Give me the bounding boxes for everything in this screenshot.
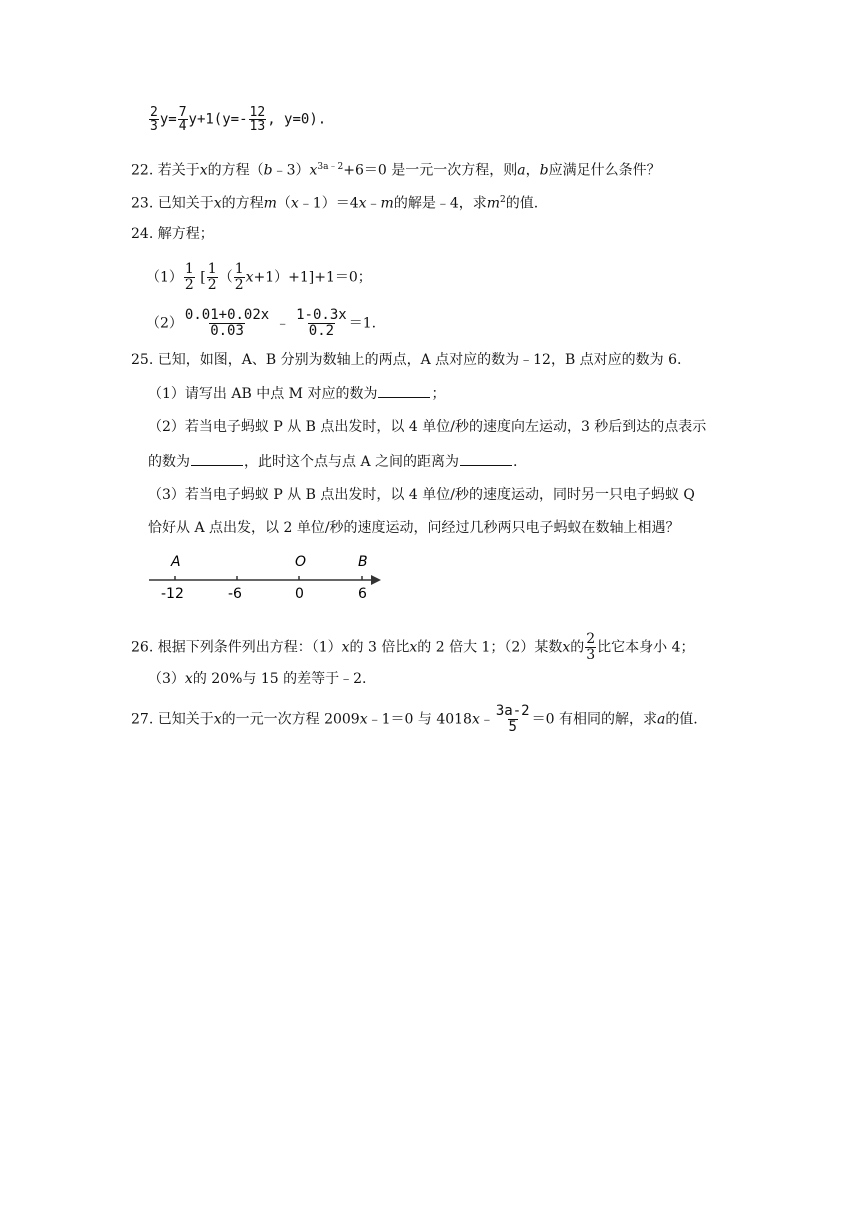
question-25-intro: 25. 已知，如图，A、B 分别为数轴上的两点，A 点对应的数为﹣12，B 点对应的数为 6. [131, 352, 682, 368]
answer-blank[interactable] [460, 451, 512, 466]
question-25-part-3a: （3）若当电子蚂蚁 P 从 B 点出发时，以 4 单位/秒的速度运动，同时另一只电子蚂蚁 Q [148, 487, 695, 503]
tick-label: 0 [295, 586, 304, 602]
answer-blank[interactable] [191, 451, 243, 466]
tick-label: 6 [358, 586, 367, 602]
question-number: 22. [131, 162, 154, 179]
question-25-part-2a: （2）若当电子蚂蚁 P 从 B 点出发时，以 4 单位/秒的速度向左运动，3 秒后到达的点表示 [148, 419, 707, 435]
question-25-part-2b: 的数为 ，此时这个点与点 A 之间的距离为 . [148, 451, 517, 472]
fraction: $\frac{12}{13}$ [249, 105, 266, 134]
fraction: $\frac{7}{4}$ [178, 105, 187, 134]
question-23: 23. 已知关于x的方程m（x﹣1）＝4x﹣m的解是﹣4，求$m^2$的值. [131, 195, 539, 212]
question-24-part-2: （2） $\frac{0.01+0.02x}{0.03}$ ﹣ $\frac{1-0.3x}{0.2}$ ＝1. [146, 307, 377, 339]
tick-label: -12 [161, 586, 184, 602]
point-label-b: B [358, 554, 368, 570]
q21-formula: $\frac{2}{3}$ y= $\frac{7}{4}$ y+1(y=- $\frac{12}{13}$ , y=0). [150, 105, 327, 134]
fraction: $\frac{1-0.3x}{0.2}$ [296, 307, 347, 339]
fraction: $\frac{1}{2}$ [207, 261, 217, 293]
fraction: $\frac{2}{3}$ [586, 631, 596, 663]
fraction: $\frac{1}{2}$ [234, 261, 244, 293]
question-number: 26. [131, 639, 154, 656]
question-24-part-1: （1） $\frac{1}{2}$ [ $\frac{1}{2}$ （ $\frac{1}{2}$ x+1）+1]+1＝0； [146, 261, 372, 293]
question-24-title: 24. 解方程； [131, 226, 214, 242]
fraction: $\frac{3a-2}{5}$ [495, 703, 530, 735]
point-label-o: O [295, 554, 307, 570]
question-number: 23. [131, 195, 154, 212]
question-26-line-1: 26. 根据下列条件列出方程：（1）x的 3 倍比x的 2 倍大 1；（2）某数x的 $\frac{2}{3}$ 比它本身小 4； [131, 631, 695, 663]
question-number: 27. [131, 711, 154, 728]
question-number: 25. [131, 352, 154, 368]
question-number: 24. [131, 226, 154, 242]
fraction: $\frac{0.01+0.02x}{0.03}$ [184, 307, 270, 339]
question-26-line-2: （3）x的 20%与 15 的差等于﹣2. [148, 671, 367, 687]
tick-label: -6 [228, 586, 242, 602]
answer-blank[interactable] [378, 383, 430, 398]
axis-arrow-icon [371, 575, 381, 585]
question-22: 22. 若关于x的方程$(b﹣3)x^{3a﹣2}+6=0$ 是一元一次方程，则a，b应满足什么条件？ [131, 162, 661, 179]
question-25-part-1: （1）请写出 AB 中点 M 对应的数为 ； [148, 383, 445, 404]
number-line-figure [145, 549, 385, 604]
fraction: $\frac{1}{2}$ [184, 261, 194, 293]
question-27: 27. 已知关于x的一元一次方程 2009x﹣1＝0 与 4018x﹣ $\frac{3a-2}{5}$ ＝0 有相同的解，求a的值. [131, 703, 698, 735]
question-25-part-3b: 恰好从 A 点出发，以 2 单位/秒的速度运动，问经过几秒两只电子蚂蚁在数轴上相遇？ [148, 520, 680, 536]
point-label-a: A [171, 554, 181, 570]
fraction: $\frac{2}{3}$ [150, 105, 158, 134]
